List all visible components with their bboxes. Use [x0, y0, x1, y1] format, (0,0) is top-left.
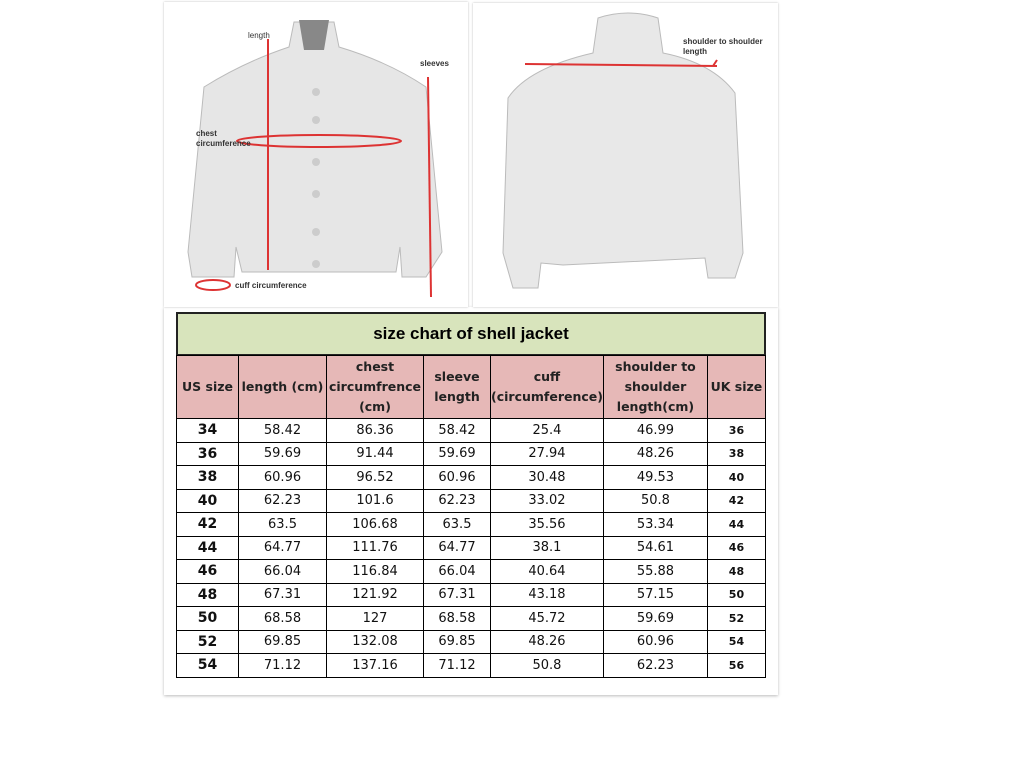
cuff-label: cuff circumference — [235, 281, 307, 290]
table-cell: 62.23 — [603, 654, 707, 678]
table-cell: 42 — [707, 489, 765, 513]
table-cell: 71.12 — [424, 654, 491, 678]
table-cell: 106.68 — [327, 513, 424, 537]
table-row — [177, 607, 766, 631]
table-cell: 137.16 — [327, 654, 424, 678]
table-cell: 48.26 — [491, 630, 604, 654]
column-header: cuff (circumference) — [491, 356, 604, 419]
table-cell: 60.96 — [239, 466, 327, 490]
table-cell: 101.6 — [327, 489, 424, 513]
table-row — [177, 513, 766, 537]
table-cell: 66.04 — [239, 560, 327, 584]
table-cell: 30.48 — [491, 466, 604, 490]
table-cell: 43.18 — [491, 583, 604, 607]
table-cell: 69.85 — [239, 630, 327, 654]
table-cell: 50.8 — [603, 489, 707, 513]
table-cell: 69.85 — [424, 630, 491, 654]
table-cell: 59.69 — [239, 442, 327, 466]
table-cell: 48.26 — [603, 442, 707, 466]
jacket-front-image — [164, 2, 468, 307]
table-cell: 55.88 — [603, 560, 707, 584]
column-header: sleeve length — [424, 356, 491, 419]
table-cell: 52 — [177, 630, 239, 654]
table-cell: 127 — [327, 607, 424, 631]
table-cell: 63.5 — [239, 513, 327, 537]
table-cell: 66.04 — [424, 560, 491, 584]
jacket-front-drawing — [164, 2, 468, 307]
table-cell: 54.61 — [603, 536, 707, 560]
shoulder-label: shoulder to shoulder length — [683, 37, 763, 56]
table-cell: 67.31 — [424, 583, 491, 607]
table-row — [177, 654, 766, 678]
table-cell: 96.52 — [327, 466, 424, 490]
table-cell: 48 — [707, 560, 765, 584]
table-cell: 58.42 — [239, 419, 327, 443]
table-cell: 64.77 — [239, 536, 327, 560]
table-row — [177, 442, 766, 466]
table-row — [177, 583, 766, 607]
table-row — [177, 419, 766, 443]
table-cell: 27.94 — [491, 442, 604, 466]
table-cell: 64.77 — [424, 536, 491, 560]
column-header: UK size — [707, 356, 765, 419]
sleeves-label: sleeves — [420, 59, 449, 68]
table-cell: 111.76 — [327, 536, 424, 560]
table-cell: 62.23 — [424, 489, 491, 513]
table-cell: 50.8 — [491, 654, 604, 678]
table-cell: 54 — [177, 654, 239, 678]
table-cell: 40.64 — [491, 560, 604, 584]
table-cell: 59.69 — [603, 607, 707, 631]
table-cell: 45.72 — [491, 607, 604, 631]
table-cell: 44 — [707, 513, 765, 537]
table-cell: 25.4 — [491, 419, 604, 443]
column-header: shoulder to shoulder length(cm) — [603, 356, 707, 419]
table-cell: 35.56 — [491, 513, 604, 537]
table-cell: 121.92 — [327, 583, 424, 607]
table-cell: 59.69 — [424, 442, 491, 466]
table-cell: 60.96 — [603, 630, 707, 654]
table-row — [177, 466, 766, 490]
header-row — [177, 356, 766, 419]
table-cell: 56 — [707, 654, 765, 678]
table-cell: 58.42 — [424, 419, 491, 443]
table-cell: 36 — [177, 442, 239, 466]
table-cell: 132.08 — [327, 630, 424, 654]
table-cell: 54 — [707, 630, 765, 654]
table-cell: 86.36 — [327, 419, 424, 443]
chart-title: size chart of shell jacket — [176, 312, 766, 356]
table-cell: 50 — [707, 583, 765, 607]
table-cell: 42 — [177, 513, 239, 537]
length-label: length — [248, 31, 270, 40]
table-cell: 44 — [177, 536, 239, 560]
table-cell: 116.84 — [327, 560, 424, 584]
table-cell: 52 — [707, 607, 765, 631]
table-row — [177, 489, 766, 513]
table-cell: 38.1 — [491, 536, 604, 560]
jacket-back-image — [473, 3, 778, 307]
table-cell: 46.99 — [603, 419, 707, 443]
chest-label: chest circumference — [196, 129, 251, 148]
column-header: length (cm) — [239, 356, 327, 419]
table-row — [177, 560, 766, 584]
table-row — [177, 536, 766, 560]
table-cell: 71.12 — [239, 654, 327, 678]
table-cell: 40 — [707, 466, 765, 490]
table-cell: 68.58 — [424, 607, 491, 631]
table-cell: 67.31 — [239, 583, 327, 607]
size-table — [176, 355, 766, 678]
table-cell: 91.44 — [327, 442, 424, 466]
table-cell: 50 — [177, 607, 239, 631]
table-cell: 68.58 — [239, 607, 327, 631]
column-header: US size — [177, 356, 239, 419]
column-header: chest circumfrence (cm) — [327, 356, 424, 419]
table-cell: 38 — [707, 442, 765, 466]
table-cell: 46 — [177, 560, 239, 584]
table-cell: 34 — [177, 419, 239, 443]
table-cell: 62.23 — [239, 489, 327, 513]
table-cell: 36 — [707, 419, 765, 443]
table-cell: 33.02 — [491, 489, 604, 513]
table-cell: 48 — [177, 583, 239, 607]
table-cell: 46 — [707, 536, 765, 560]
table-cell: 60.96 — [424, 466, 491, 490]
table-cell: 38 — [177, 466, 239, 490]
table-cell: 40 — [177, 489, 239, 513]
table-cell: 49.53 — [603, 466, 707, 490]
table-row — [177, 630, 766, 654]
table-cell: 57.15 — [603, 583, 707, 607]
table-cell: 53.34 — [603, 513, 707, 537]
table-cell: 63.5 — [424, 513, 491, 537]
